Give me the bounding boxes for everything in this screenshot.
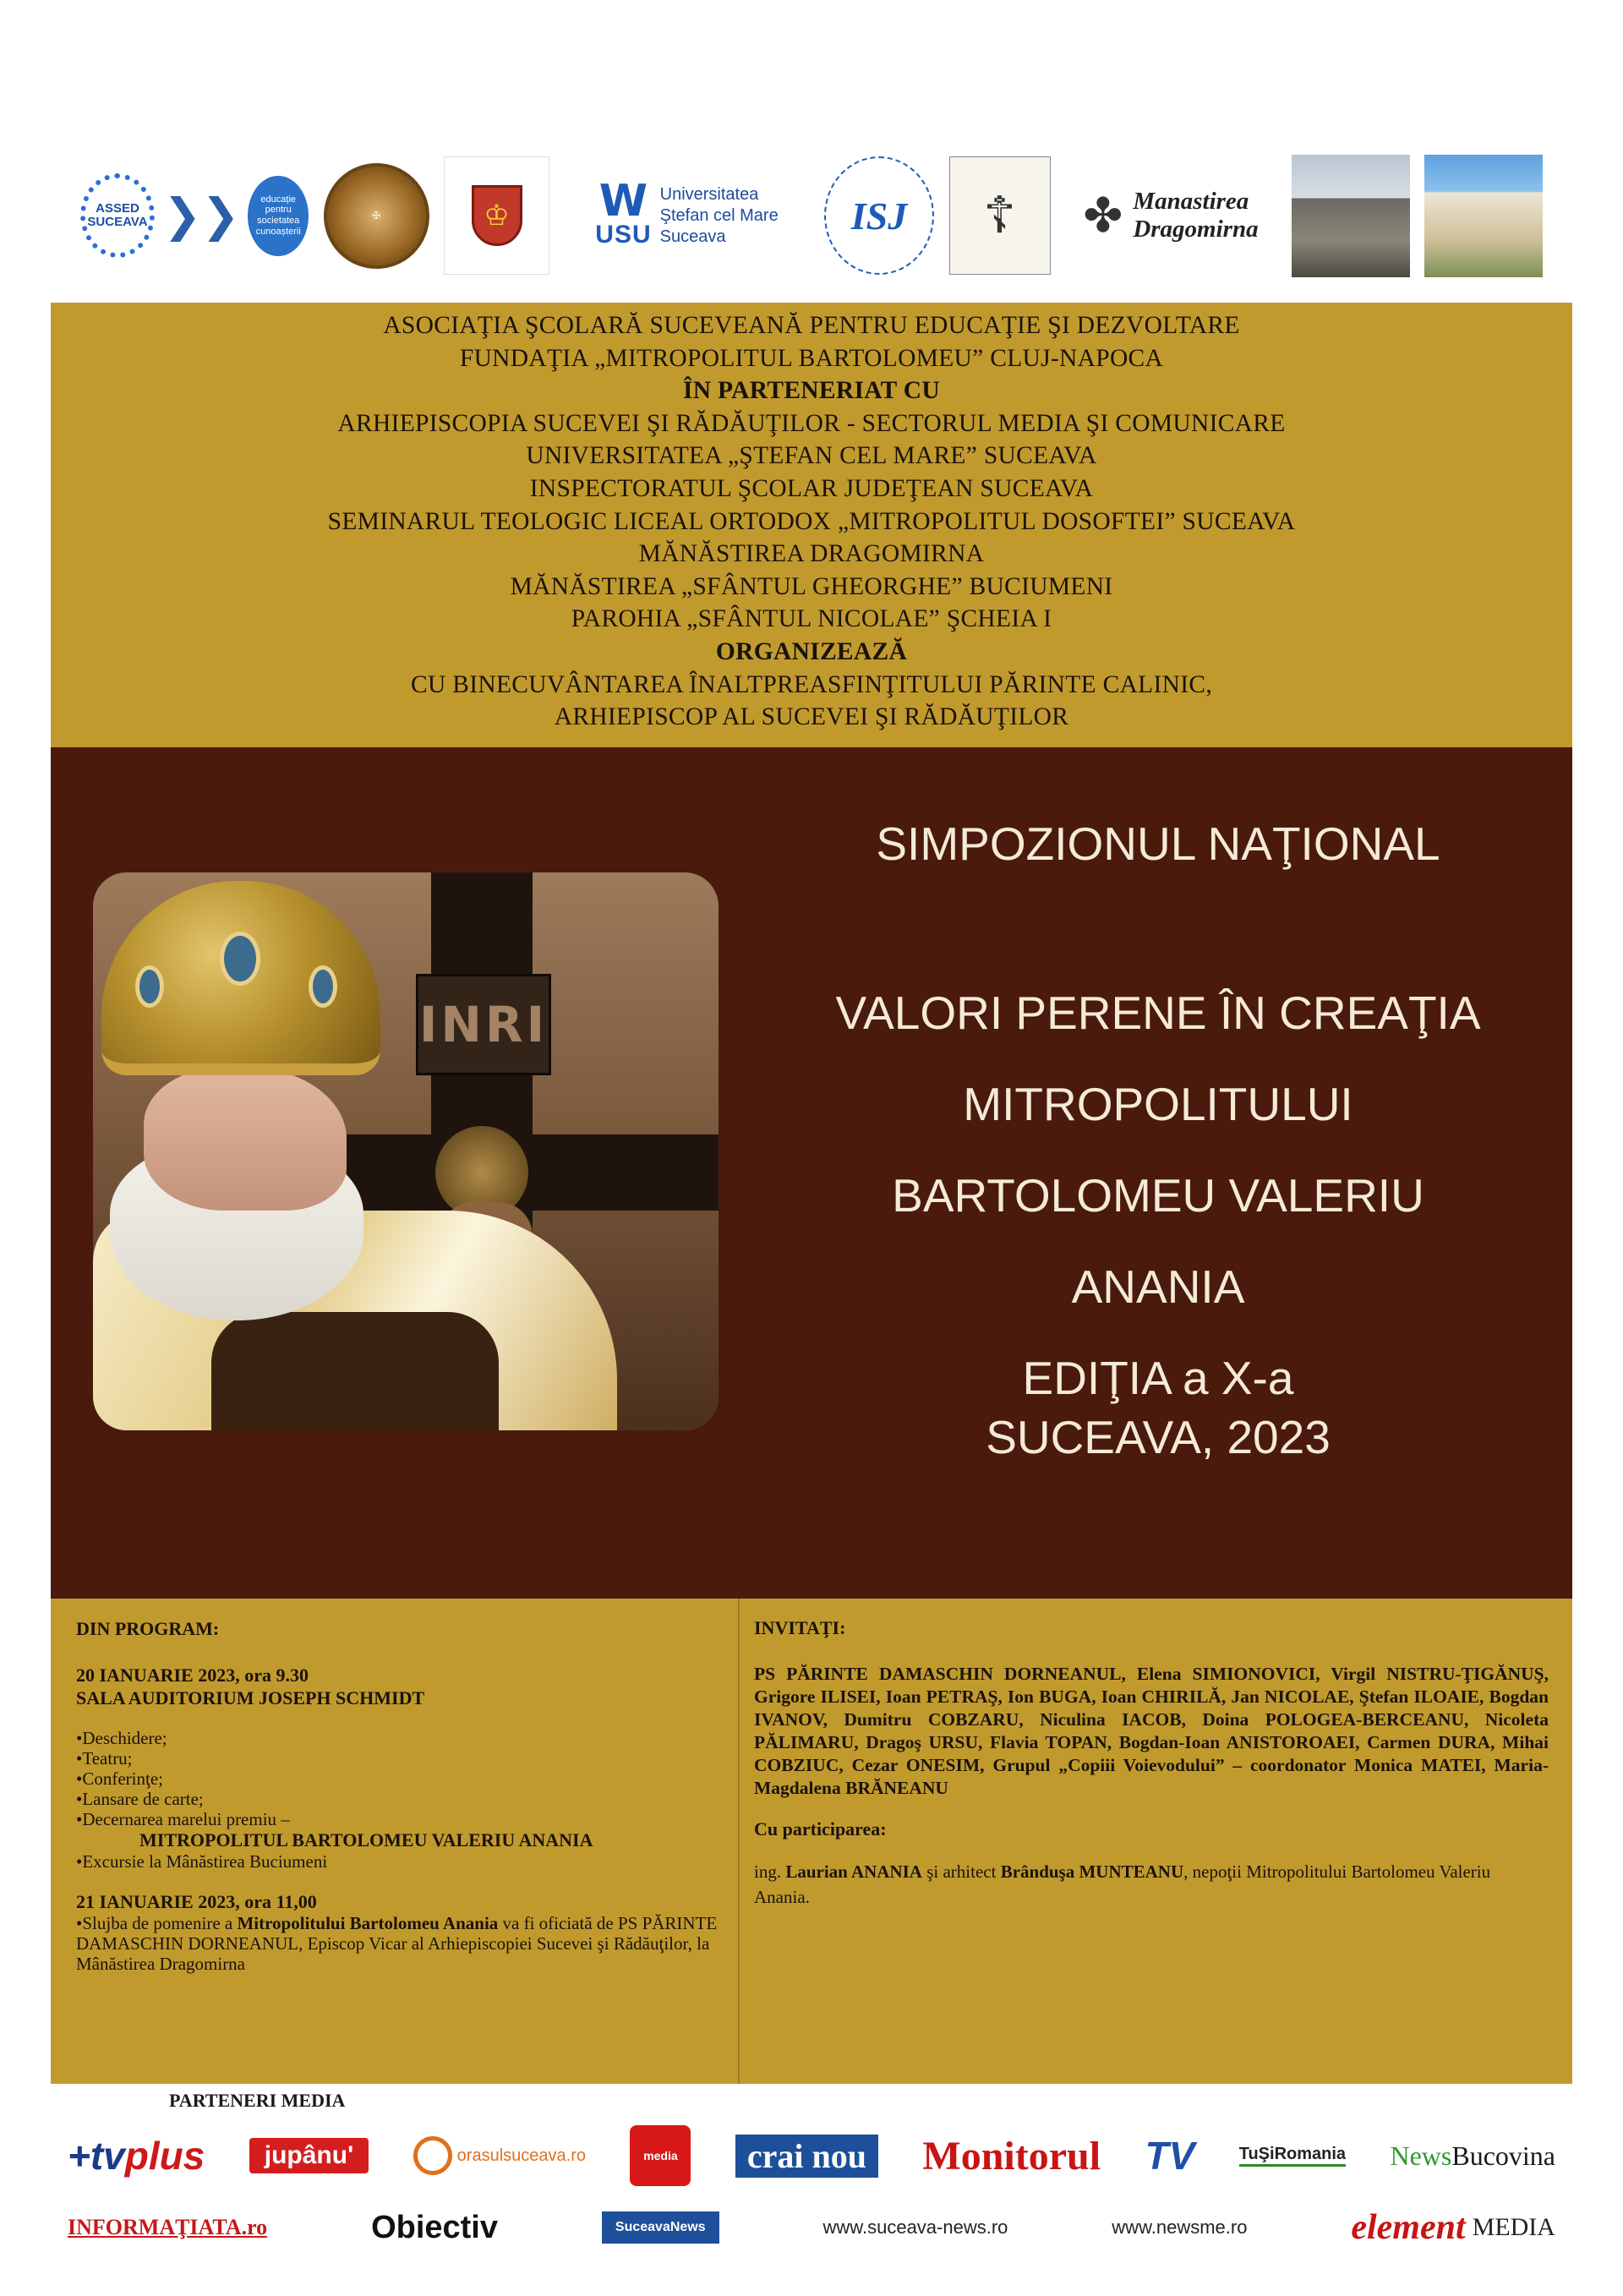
media-logos-row-2 xyxy=(68,2198,1555,2257)
mitre-gem-icon xyxy=(309,965,337,1008)
inri-plaque: INRI xyxy=(416,974,551,1075)
suceava-news-url[interactable]: www.suceava-news.ro xyxy=(822,2217,1008,2238)
day2-date: 21 IANUARIE 2023, ora 11,00 xyxy=(76,1891,317,1912)
isj-logo xyxy=(824,156,934,275)
day2-text: va fi oficiată de PS PĂRINTE DAMASCHIN DORNEANUL, Episcop Vicar al Arhiepiscopiei Sucevei şi Rădăuţilor, la Mânăstirea Dragomirna xyxy=(76,1913,718,1974)
usv-name-line: Ştefan cel Mare xyxy=(659,205,779,225)
suceavanews-logo: SuceavaNews xyxy=(602,2211,719,2244)
edition-line: EDIŢIA a X-a xyxy=(1022,1352,1294,1404)
title-line: ANANIA xyxy=(1071,1260,1245,1313)
newsme-url[interactable]: www.newsme.ro xyxy=(1112,2217,1248,2238)
dragomirna-line: Manastirea xyxy=(1133,187,1249,215)
symposium-title xyxy=(744,747,1572,1599)
organizer-line: ÎN PARTENERIAT CU xyxy=(682,377,941,405)
assed-circle-text: educație pentru societatea cunoașterii xyxy=(255,194,301,237)
assed-label: ASSED SUCEAVA xyxy=(87,200,148,229)
guests-column xyxy=(754,1617,1549,1910)
element-text: MEDIA xyxy=(1472,2213,1555,2241)
organizer-line: CU BINECUVÂNTAREA ÎNALTPREASFINŢITULUI PĂRINTE CALINIC, xyxy=(410,670,1212,698)
obiectiv-logo: Obiectiv xyxy=(371,2209,499,2245)
usv-logo xyxy=(565,165,810,266)
day2-text: •Slujba de pomenire a xyxy=(76,1913,238,1933)
program-item: •Conferinţe; xyxy=(76,1768,163,1789)
participation-text xyxy=(754,1859,1549,1910)
organizers-panel xyxy=(51,303,1572,747)
seminar-icon-drawing: ☦ xyxy=(949,156,1051,275)
dragomirna-line: Dragomirna xyxy=(1133,216,1259,243)
organizers-list xyxy=(51,309,1572,734)
orasul-suceava-logo xyxy=(413,2136,586,2175)
participation-heading: Cu participarea: xyxy=(754,1818,887,1840)
assed-suceava-logo xyxy=(80,165,309,266)
newsbucovina-text: News xyxy=(1390,2140,1452,2171)
cross-beam-horizontal xyxy=(347,1134,719,1211)
isj-mark: ISJ xyxy=(850,194,908,238)
monitorul-logo: Monitorul xyxy=(922,2133,1101,2178)
participation-fragment: , nepoţii Mitropolitului Bartolomeu Valeriu Anania. xyxy=(754,1861,1491,1907)
media-tv-logo: media xyxy=(630,2125,691,2186)
title-line: BARTOLOMEU VALERIU xyxy=(892,1169,1424,1222)
tusiromania-logo: TuŞiRomania xyxy=(1239,2145,1346,2167)
participation-fragment: şi arhitect xyxy=(921,1861,1001,1882)
title-line: VALORI PERENE ÎN CREAŢIA xyxy=(835,987,1481,1039)
program-panel xyxy=(51,1599,1572,2084)
mitre-gem-icon xyxy=(135,965,164,1008)
place-year-line: SUCEAVA, 2023 xyxy=(986,1411,1331,1463)
day1-date: 20 IANUARIE 2023, ora 9.30 xyxy=(76,1665,309,1686)
organizer-line: MĂNĂSTIREA „SFÂNTUL GHEORGHE” BUCIUMENI xyxy=(510,572,1113,600)
program-column xyxy=(76,1617,727,1974)
participation-fragment: ing. xyxy=(754,1861,786,1882)
organizer-line: UNIVERSITATEA „ŞTEFAN CEL MARE” SUCEAVA xyxy=(526,442,1097,470)
tvplus-text: plus xyxy=(124,2134,205,2178)
organizer-line: PAROHIA „SFÂNTUL NICOLAE” ŞCHEIA I xyxy=(571,605,1052,633)
organizer-line: INSPECTORATUL ŞCOLAR JUDEŢEAN SUCEAVA xyxy=(529,474,1094,502)
program-item: •Deschidere; xyxy=(76,1728,167,1748)
prize-name: MITROPOLITUL BARTOLOMEU VALERIU ANANIA xyxy=(139,1829,593,1850)
church-photo-scheia xyxy=(1424,155,1543,277)
newsbucovina-text: Bucovina xyxy=(1451,2140,1555,2171)
ring-icon xyxy=(413,2136,452,2175)
church-photo-buciumeni xyxy=(1292,155,1410,277)
organizer-line: ARHIEPISCOP AL SUCEVEI ŞI RĂDĂUŢILOR xyxy=(554,703,1069,731)
organizer-line: FUNDAŢIA „MITROPOLITUL BARTOLOMEU” CLUJ-NAPOCA xyxy=(459,344,1164,372)
organizer-line: ARHIEPISCOPIA SUCEVEI ŞI RĂDĂUŢILOR - SECTORUL MEDIA ŞI COMUNICARE xyxy=(337,409,1286,437)
participant-name: Laurian ANANIA xyxy=(785,1861,922,1882)
usv-short-label: USU xyxy=(595,221,652,249)
metropolitan-portrait-image xyxy=(93,872,719,1430)
day2-description xyxy=(76,1913,727,1974)
guests-heading: INVITAŢI: xyxy=(754,1617,846,1638)
media-partners-title: PARTENERI MEDIA xyxy=(169,2090,346,2111)
usv-mark xyxy=(595,175,652,250)
tvplus-logo xyxy=(68,2133,205,2178)
arhiepiscopia-logo xyxy=(444,156,549,275)
usv-name-line: Universitatea xyxy=(659,184,759,204)
media-logos-row-1 xyxy=(68,2126,1555,2185)
organizer-line: SEMINARUL TEOLOGIC LICEAL ORTODOX „MITROPOLITUL DOSOFTEI” SUCEAVA xyxy=(327,507,1296,535)
dragomirna-logo xyxy=(1065,165,1276,266)
guests-list: PS PĂRINTE DAMASCHIN DORNEANUL, Elena SIMIONOVICI, Virgil NISTRU-ŢIGĂNUŞ, Grigore ILISEI, Ioan PETRAŞ, Ion BUGA, Ioan CHIRILĂ, Jan NICOLAE, Ştefan ILOAIE, Bogdan IVANOV, Dumitru COBZARU, Niculina IACOB, Doina POLOGEA-BERCEANU, Nicoleta PĂLIMARU, Dragoş URSU, Flavia TOPAN, Bogdan-Ioan ANISTOROAEI, Carmen DURA, Mihai COBZIUC, Cezar ONESIM, Grupul „Copiii Voievodului” – coordonator Monica MATEI, Maria-Magdalena BRĂNEANU xyxy=(754,1664,1549,1798)
newsbucovina-logo xyxy=(1390,2140,1555,2172)
crai-nou-logo: crai nou xyxy=(735,2135,878,2178)
assed-circle-badge xyxy=(248,176,309,256)
chair-armrest xyxy=(211,1312,499,1430)
jupanu-logo: jupânu' xyxy=(249,2138,369,2173)
title-band xyxy=(51,747,1572,1599)
title-line: SIMPOZIONUL NAŢIONAL xyxy=(876,817,1440,870)
element-media-logo xyxy=(1351,2207,1555,2248)
program-item: •Lansare de carte; xyxy=(76,1789,204,1809)
day2-name: Mitropolitului Bartolomeu Anania xyxy=(237,1913,499,1933)
organizer-line: MĂNĂSTIREA DRAGOMIRNA xyxy=(638,540,985,568)
organizer-line: ASOCIAŢIA ŞCOLARĂ SUCEVEANĂ PENTRU EDUCAŢIE ŞI DEZVOLTARE xyxy=(383,312,1240,339)
program-item: •Decernarea marelui premiu – xyxy=(76,1809,290,1829)
program-item: •Teatru; xyxy=(76,1748,133,1768)
orasul-text: orasulsuceava.ro xyxy=(456,2146,586,2165)
program-item: •Excursie la Mânăstirea Buciumeni xyxy=(76,1851,328,1872)
usv-name-line: Suceava xyxy=(659,227,726,246)
tvplus-text: +tv xyxy=(68,2134,125,2178)
day1-place: SALA AUDITORIUM JOSEPH SCHMIDT xyxy=(76,1687,425,1708)
usv-w-icon: W xyxy=(598,175,648,227)
organizer-line: ORGANIZEAZĂ xyxy=(715,637,908,665)
face xyxy=(144,1067,347,1211)
assed-dots-icon xyxy=(80,173,155,258)
participant-name: Brânduşa MUNTEANU xyxy=(1000,1861,1184,1882)
ornate-cross-icon: ✤ xyxy=(1083,188,1123,243)
element-text: element xyxy=(1351,2208,1466,2247)
usv-name xyxy=(660,184,779,248)
fundatia-bartolomeu-seal: ✠ xyxy=(324,163,429,269)
chevrons-icon: ❯❯ xyxy=(162,189,240,242)
title-line: MITROPOLITULUI xyxy=(963,1078,1353,1130)
partner-logos-strip xyxy=(80,148,1543,283)
coat-of-arms-icon: ♔ xyxy=(472,185,522,246)
bucovina-tv-logo: TV xyxy=(1145,2134,1195,2178)
dragomirna-name xyxy=(1133,188,1258,244)
informatiata-logo: INFORMAŢIATA.ro xyxy=(68,2215,268,2239)
program-heading: DIN PROGRAM: xyxy=(76,1618,220,1639)
mitre-gem-icon xyxy=(220,932,260,986)
